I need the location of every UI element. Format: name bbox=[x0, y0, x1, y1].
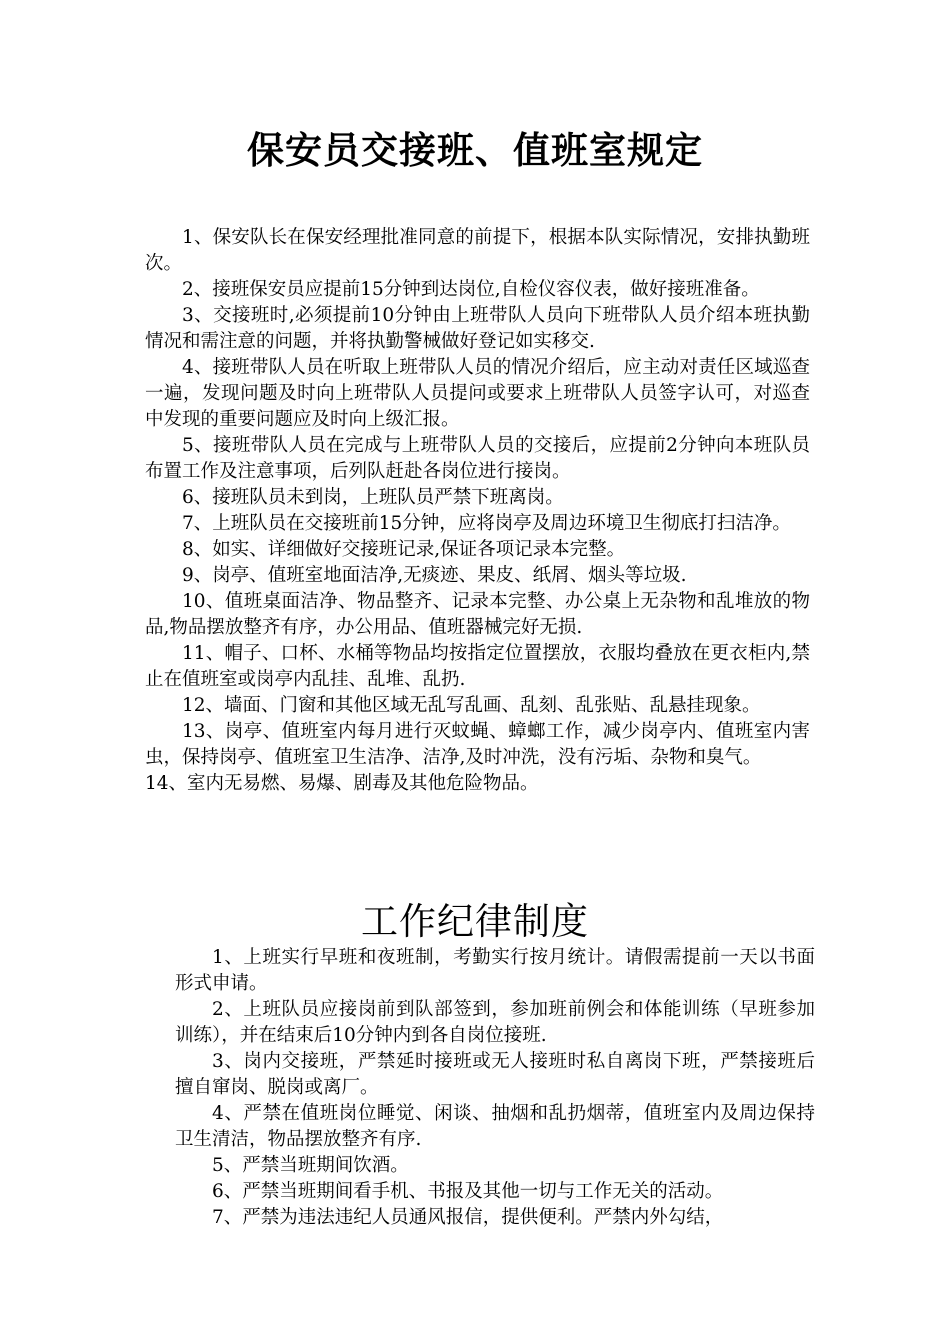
rule-item: 11、帽子、口杯、水桶等物品均按指定位置摆放，衣服均叠放在更衣柜内,禁止在值班室或岗亭内乱挂、乱堆、乱扔. bbox=[145, 643, 810, 690]
rule-item: 2、接班保安员应提前15分钟到达岗位,自检仪容仪表，做好接班准备。 bbox=[182, 279, 760, 300]
discipline-item: 1、上班实行早班和夜班制，考勤实行按月统计。请假需提前一天以书面形式申请。 bbox=[175, 947, 815, 994]
section-title-discipline: 工作纪律制度 bbox=[361, 900, 589, 943]
rule-item: 3、交接班时,必须提前10分钟由上班带队人员向下班带队人员介绍本班执勤情况和需注意的问题，并将执勤警械做好登记如实移交. bbox=[145, 305, 810, 352]
rule-item: 7、上班队员在交接班前15分钟，应将岗亭及周边环境卫生彻底打扫洁净。 bbox=[182, 513, 791, 534]
discipline-rules bbox=[175, 945, 815, 1231]
document-title: 保安员交接班、值班室规定 bbox=[247, 128, 703, 172]
rule-item: 4、接班带队人员在听取上班带队人员的情况介绍后，应主动对责任区域巡查一遍，发现问题及时向上班带队人员提问或要求上班带队人员签字认可，对巡查中发现的重要问题应及时向上级汇报。 bbox=[145, 357, 810, 430]
rule-item: 13、岗亭、值班室内每月进行灭蚊蝇、蟑螂工作，减少岗亭内、值班室内害虫，保持岗亭、值班室卫生洁净、洁净,及时冲洗，没有污垢、杂物和臭气。 bbox=[145, 721, 810, 768]
discipline-item: 2、上班队员应接岗前到队部签到，参加班前例会和体能训练（早班参加训练），并在结束后10分钟内到各自岗位接班. bbox=[175, 999, 815, 1046]
discipline-item: 5、严禁当班期间饮酒。 bbox=[212, 1155, 409, 1176]
handover-rules bbox=[145, 225, 810, 797]
rule-item: 6、接班队员未到岗，上班队员严禁下班离岗。 bbox=[182, 487, 564, 508]
rule-item: 14、室内无易燃、易爆、剧毒及其他危险物品。 bbox=[145, 773, 539, 794]
rule-item: 12、墙面、门窗和其他区域无乱写乱画、乱刻、乱张贴、乱悬挂现象。 bbox=[182, 695, 761, 716]
rule-item: 9、岗亭、值班室地面洁净,无痰迹、果皮、纸屑、烟头等垃圾. bbox=[182, 565, 687, 586]
rule-item: 5、接班带队人员在完成与上班带队人员的交接后，应提前2分钟向本班队员布置工作及注意事项，后列队赶赴各岗位进行接岗。 bbox=[145, 435, 810, 482]
discipline-item: 7、严禁为违法违纪人员通风报信，提供便利。严禁内外勾结， bbox=[212, 1207, 724, 1228]
discipline-item: 3、岗内交接班，严禁延时接班或无人接班时私自离岗下班，严禁接班后擅自窜岗、脱岗或离厂。 bbox=[175, 1051, 815, 1098]
discipline-item: 4、严禁在值班岗位睡觉、闲谈、抽烟和乱扔烟蒂，值班室内及周边保持卫生清洁，物品摆放整齐有序. bbox=[175, 1103, 815, 1150]
rule-item: 8、如实、详细做好交接班记录,保证各项记录本完整。 bbox=[182, 539, 626, 560]
rule-item: 1、保安队长在保安经理批准同意的前提下，根据本队实际情况，安排执勤班次。 bbox=[145, 227, 810, 274]
rule-item: 10、值班桌面洁净、物品整齐、记录本完整、办公桌上无杂物和乱堆放的物品,物品摆放整齐有序，办公用品、值班器械完好无损. bbox=[145, 591, 810, 638]
discipline-item: 6、严禁当班期间看手机、书报及其他一切与工作无关的活动。 bbox=[212, 1181, 724, 1202]
